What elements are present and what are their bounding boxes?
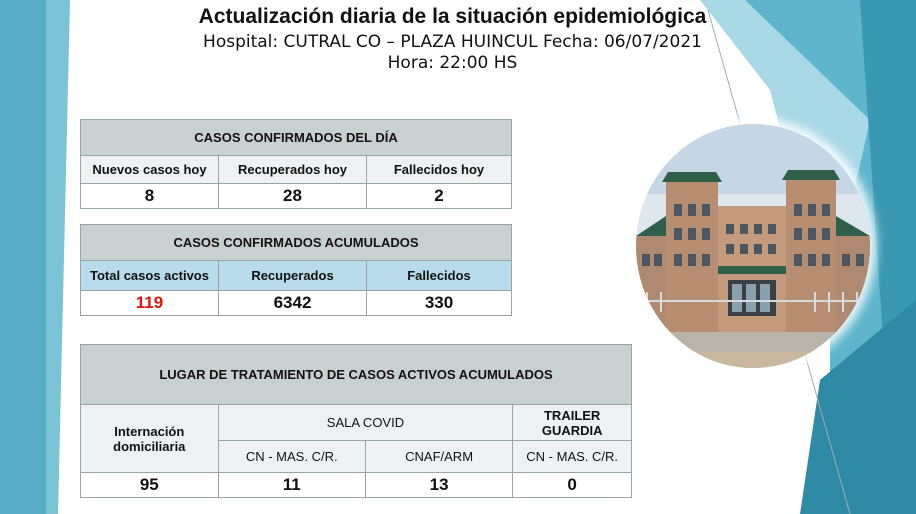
col-new-cases: Nuevos casos hoy <box>81 156 219 184</box>
time-line: Hora: 22:00 HS <box>387 53 518 73</box>
col-recovered: Recuperados <box>219 261 367 291</box>
treatment-location-table <box>80 344 632 498</box>
col-home-hospitalization: Internación domiciliaria <box>81 405 219 473</box>
value-deaths: 330 <box>367 291 512 316</box>
value-recovered: 6342 <box>219 291 367 316</box>
col-active-cases: Total casos activos <box>81 261 219 291</box>
page-title: Actualización diaria de la situación epidemiológica <box>198 5 707 28</box>
left-teal-band <box>0 0 46 514</box>
daily-header: CASOS CONFIRMADOS DEL DÍA <box>81 120 512 156</box>
accumulated-cases-table <box>80 224 512 316</box>
value-active-cases: 119 <box>81 291 219 316</box>
hospital-building-image <box>636 124 870 368</box>
col-sala-cnaf: CNAF/ARM <box>365 441 512 473</box>
hospital-photo <box>636 124 870 368</box>
value-sala-cnaf: 13 <box>365 473 512 498</box>
title-block <box>160 4 745 74</box>
accumulated-header: CASOS CONFIRMADOS ACUMULADOS <box>81 225 512 261</box>
col-sala-covid: SALA COVID <box>218 405 513 441</box>
daily-cases-table <box>80 119 512 209</box>
value-new-cases: 8 <box>81 184 219 209</box>
col-sala-cn: CN - MAS. C/R. <box>218 441 365 473</box>
left-light-band <box>46 0 70 514</box>
col-deaths-today: Fallecidos hoy <box>367 156 512 184</box>
value-deaths-today: 2 <box>367 184 512 209</box>
hospital-date-line: Hospital: CUTRAL CO – PLAZA HUINCUL Fecha: 06/07/2021 <box>203 32 702 52</box>
col-deaths: Fallecidos <box>367 261 512 291</box>
value-sala-cn: 11 <box>218 473 365 498</box>
value-recovered-today: 28 <box>219 184 367 209</box>
treatment-header: LUGAR DE TRATAMIENTO DE CASOS ACTIVOS ACUMULADOS <box>81 345 632 405</box>
value-home: 95 <box>81 473 219 498</box>
col-trailer-cn: CN - MAS. C/R. <box>513 441 632 473</box>
col-recovered-today: Recuperados hoy <box>219 156 367 184</box>
col-trailer-guardia: TRAILER GUARDIA <box>513 405 632 441</box>
value-trailer: 0 <box>513 473 632 498</box>
